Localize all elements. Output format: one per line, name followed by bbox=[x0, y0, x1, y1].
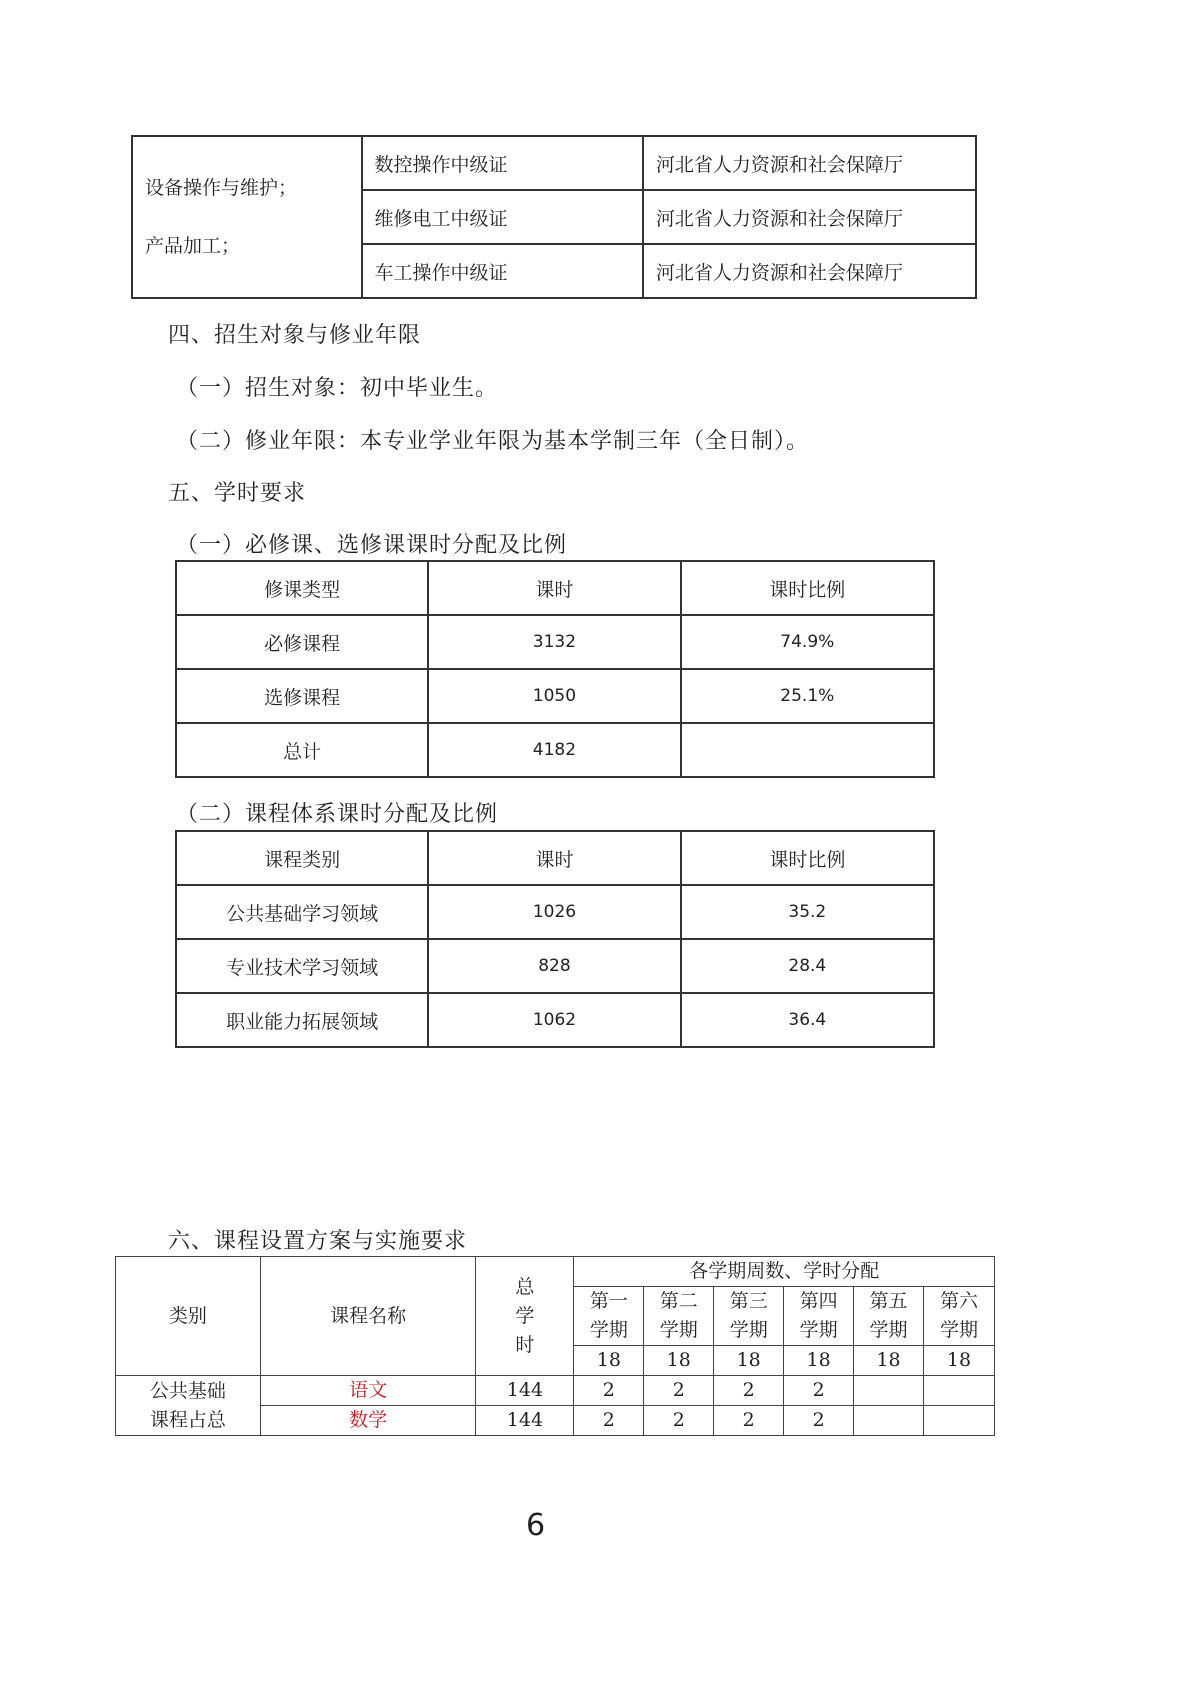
table-cell: 36.4 bbox=[681, 993, 934, 1047]
semester-hours: 2 bbox=[714, 1376, 784, 1406]
job-area-line: 设备操作与维护； bbox=[145, 177, 298, 199]
table-cell: 选修课程 bbox=[176, 669, 428, 723]
cert-name: 维修电工中级证 bbox=[362, 190, 643, 244]
category-cell bbox=[116, 1376, 261, 1436]
certificate-table bbox=[131, 135, 977, 299]
table-cell: 25.1% bbox=[681, 669, 934, 723]
total-hours-header-char: 学 bbox=[515, 1304, 535, 1327]
table-cell: 3132 bbox=[428, 615, 680, 669]
cert-issuer: 河北省人力资源和社会保障厅 bbox=[643, 136, 976, 190]
cert-name: 数控操作中级证 bbox=[362, 136, 643, 190]
table-cell: 必修课程 bbox=[176, 615, 428, 669]
semester-header-line: 第二 bbox=[659, 1290, 698, 1312]
cert-issuer: 河北省人力资源和社会保障厅 bbox=[643, 190, 976, 244]
table-cell: 35.2 bbox=[681, 885, 934, 939]
total-hours-header-char: 总 bbox=[515, 1275, 535, 1298]
table-cell: 1062 bbox=[428, 993, 680, 1047]
semester-header bbox=[924, 1287, 995, 1346]
semester-header bbox=[644, 1287, 714, 1346]
enrollment-target: （一）招生对象：初中毕业生。 bbox=[176, 376, 499, 401]
semester-header-line: 学期 bbox=[729, 1319, 768, 1341]
total-hours-header bbox=[476, 1257, 574, 1376]
course-name-header: 课程名称 bbox=[260, 1257, 476, 1376]
cert-name: 车工操作中级证 bbox=[362, 244, 643, 298]
table-cell: 总计 bbox=[176, 723, 428, 777]
course-plan-table bbox=[115, 1256, 995, 1436]
semester-header-line: 学期 bbox=[659, 1319, 698, 1341]
semester-hours: 2 bbox=[714, 1406, 784, 1436]
total-hours-header-char: 时 bbox=[515, 1333, 535, 1356]
table-cell: 828 bbox=[428, 939, 680, 993]
semester-header-line: 学期 bbox=[799, 1319, 838, 1341]
page-number: 6 bbox=[526, 1508, 546, 1543]
table-cell: 1026 bbox=[428, 885, 680, 939]
semester-header-line: 第六 bbox=[939, 1290, 978, 1312]
semester-hours: 2 bbox=[644, 1376, 714, 1406]
semester-hours: 2 bbox=[784, 1406, 854, 1436]
course-name: 数学 bbox=[260, 1406, 476, 1436]
table-cell: 职业能力拓展领域 bbox=[176, 993, 428, 1047]
section6-heading: 六、课程设置方案与实施要求 bbox=[168, 1229, 468, 1254]
semester-header bbox=[714, 1287, 784, 1346]
job-area-cell bbox=[132, 136, 362, 298]
semester-header bbox=[574, 1287, 644, 1346]
semester-header-line: 第五 bbox=[869, 1290, 908, 1312]
semester-weeks: 18 bbox=[784, 1346, 854, 1376]
semester-header-line: 学期 bbox=[939, 1319, 978, 1341]
semester-hours bbox=[924, 1376, 995, 1406]
job-area-line: 产品加工； bbox=[145, 235, 241, 257]
semester-hours: 2 bbox=[574, 1376, 644, 1406]
table-cell bbox=[681, 723, 934, 777]
semester-header-line: 第一 bbox=[589, 1290, 628, 1312]
semester-header-line: 学期 bbox=[589, 1319, 628, 1341]
study-duration: （二）修业年限：本专业学业年限为基本学制三年（全日制）。 bbox=[176, 429, 810, 454]
distribution-header: 各学期周数、学时分配 bbox=[574, 1257, 995, 1287]
table-header: 修课类型 bbox=[176, 561, 428, 615]
semester-header bbox=[854, 1287, 924, 1346]
category-line: 课程占总 bbox=[149, 1408, 226, 1431]
category-header: 类别 bbox=[116, 1257, 261, 1376]
semester-header-line: 第三 bbox=[729, 1290, 768, 1312]
table-cell: 74.9% bbox=[681, 615, 934, 669]
semester-weeks: 18 bbox=[574, 1346, 644, 1376]
cert-issuer: 河北省人力资源和社会保障厅 bbox=[643, 244, 976, 298]
semester-weeks: 18 bbox=[854, 1346, 924, 1376]
semester-hours bbox=[854, 1376, 924, 1406]
semester-weeks: 18 bbox=[714, 1346, 784, 1376]
course-total-hours: 144 bbox=[476, 1406, 574, 1436]
semester-weeks: 18 bbox=[924, 1346, 995, 1376]
course-total-hours: 144 bbox=[476, 1376, 574, 1406]
table-header: 课时 bbox=[428, 561, 680, 615]
course-name: 语文 bbox=[260, 1376, 476, 1406]
table-header: 课时比例 bbox=[681, 831, 934, 885]
semester-header-line: 第四 bbox=[799, 1290, 838, 1312]
semester-hours bbox=[924, 1406, 995, 1436]
table-header: 课程类别 bbox=[176, 831, 428, 885]
table-cell: 28.4 bbox=[681, 939, 934, 993]
semester-header bbox=[784, 1287, 854, 1346]
table-cell: 专业技术学习领域 bbox=[176, 939, 428, 993]
course-system-table bbox=[175, 830, 935, 1048]
semester-hours: 2 bbox=[784, 1376, 854, 1406]
category-line: 公共基础 bbox=[149, 1379, 226, 1402]
table-cell: 公共基础学习领域 bbox=[176, 885, 428, 939]
section4-heading: 四、招生对象与修业年限 bbox=[168, 323, 422, 348]
semester-weeks: 18 bbox=[644, 1346, 714, 1376]
semester-hours: 2 bbox=[574, 1406, 644, 1436]
table-header: 课时比例 bbox=[681, 561, 934, 615]
table-cell: 4182 bbox=[428, 723, 680, 777]
table-cell: 1050 bbox=[428, 669, 680, 723]
semester-hours: 2 bbox=[644, 1406, 714, 1436]
table-header: 课时 bbox=[428, 831, 680, 885]
section5-heading: 五、学时要求 bbox=[168, 481, 307, 506]
table1-caption: （一）必修课、选修课课时分配及比例 bbox=[176, 533, 568, 558]
semester-header-line: 学期 bbox=[869, 1319, 908, 1341]
required-elective-table bbox=[175, 560, 935, 778]
semester-hours bbox=[854, 1406, 924, 1436]
table2-caption: （二）课程体系课时分配及比例 bbox=[176, 802, 499, 827]
